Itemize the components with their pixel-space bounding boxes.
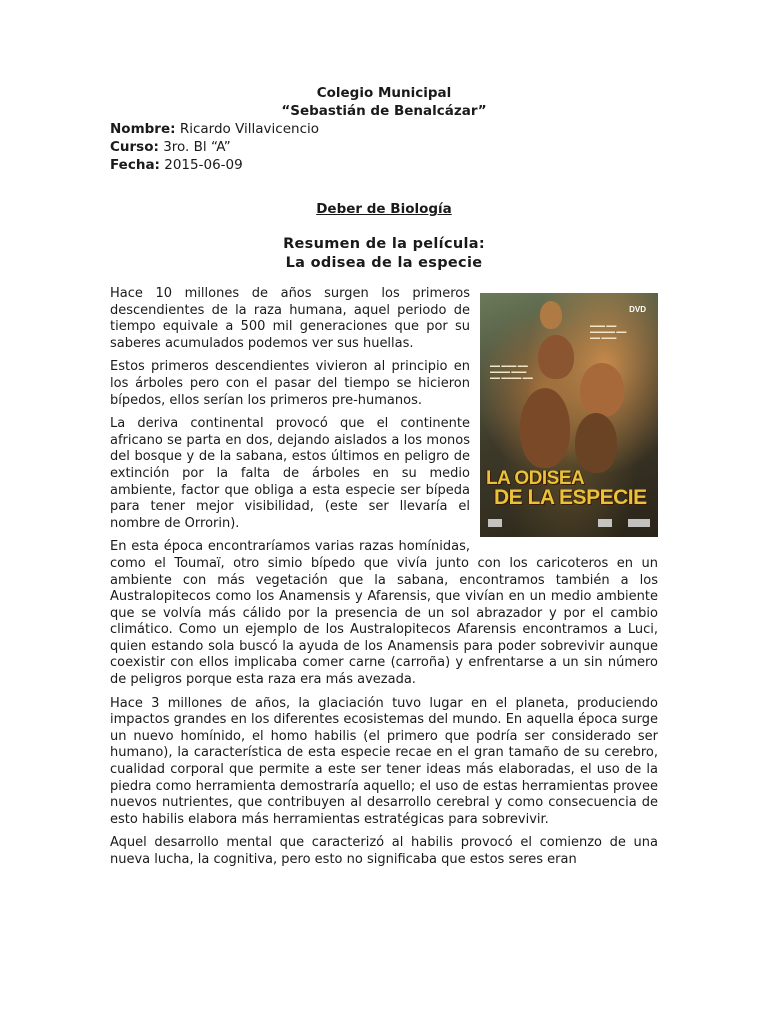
course-row bbox=[110, 138, 658, 156]
course-label: Curso: bbox=[110, 139, 159, 155]
paragraph: En esta época encontraríamos varias razas homínidas, como el Toumaï, otro simio bípedo que vivía junto con los caricoteros en un ambiente con más vegetación que la sabana, encontramos también a los Australopitecos como los Anamensis y Afarensis, que vivían en un medio ambiente que se volvía más cálido por la presencia de un sol abrazador y por el cambio climático. Como un ejemplo de los Australopitecos Afarensis encontramos a Luci, quien estando sola buscó la ayuda de los Anamensis para poder sobrevivir aunque coexistir con ellos implicaba comer carne (carroña) y enfrentarse a un sin número de peligros porque esta raza era más avezada. bbox=[110, 539, 658, 688]
document-body bbox=[110, 286, 658, 876]
cover-tagline: ▬▬ ▬▬▬ ▬▬ ▬▬▬▬ ▬▬▬ ▬▬ ▬▬▬▬ ▬▬ bbox=[490, 363, 533, 381]
document-header bbox=[110, 84, 658, 174]
paragraph: La deriva continental provocó que el continente africano se parta en dos, dejando aislados a los monos del bosque y de la sabana, estos últimos en peligro de extinción por la falta de árboles en su medio ambiente, factor que obliga a esta especie ser bípeda para tener mejor visibilidad, (este ser llevaría el nombre de Orrorin). bbox=[110, 416, 470, 531]
cover-title bbox=[486, 469, 652, 507]
paragraph: Hace 10 millones de años surgen los primeros descendientes de la raza humana, aquel periodo de tiempo equivale a 500 mil generaciones que por su saberes acumulados podemos ver sus huellas. bbox=[110, 286, 470, 351]
dvd-badge: DVD bbox=[629, 305, 646, 314]
course-value: 3ro. Bl “A” bbox=[163, 139, 231, 155]
school-subtitle: “Sebastián de Benalcázar” bbox=[281, 103, 487, 119]
student-name-row bbox=[110, 120, 658, 138]
date-value: 2015-06-09 bbox=[164, 157, 243, 173]
student-name-value: Ricardo Villavicencio bbox=[179, 121, 320, 137]
paragraph: Hace 3 millones de años, la glaciación tuvo lugar en el planeta, produciendo impactos grandes en los diferentes ecosistemas del mundo. En aquella época surge un nuevo homínido, el homo habilis (el primero que podría ser considerado ser humano), la característica de esta especie recae en el gran tamaño de su cerebro, cualidad corporal que permite a este ser tener ideas más elaboradas, el uso de la piedra como herramienta demostraría aquello; el uso de estas herramientas provee nuevos nutrientes, que contribuyen al desarrollo cerebral y como consecuencia de esto habilis elabora más herramientas estratégicas para sobrevivir. bbox=[110, 695, 658, 827]
hominid-figure bbox=[520, 388, 570, 468]
date-label: Fecha: bbox=[110, 157, 160, 173]
logo-mark bbox=[598, 519, 612, 527]
cover-credits: ▬▬▬ ▬▬ ▬▬▬▬▬ ▬▬ ▬▬ ▬▬▬ bbox=[590, 323, 627, 341]
logo-mark bbox=[628, 519, 650, 527]
cover-title-line1: LA ODISEA bbox=[486, 468, 585, 489]
date-row bbox=[110, 156, 658, 174]
student-name-label: Nombre: bbox=[110, 121, 176, 137]
assignment-subject: Deber de Biología bbox=[316, 201, 452, 217]
paragraph: Estos primeros descendientes vivieron al principio en los árboles pero con el pasar del tiempo se hicieron bípedos, ellos serían los primeros pre-humanos. bbox=[110, 359, 470, 408]
summary-title bbox=[110, 235, 658, 273]
summary-title-line2: La odisea de la especie bbox=[285, 255, 483, 271]
school-name: Colegio Municipal bbox=[316, 85, 452, 101]
hominid-figure bbox=[575, 413, 617, 473]
summary-title-line1: Resumen de la película: bbox=[283, 236, 485, 252]
logo-mark bbox=[488, 519, 502, 527]
hominid-figure bbox=[580, 363, 624, 417]
cover-logos bbox=[488, 519, 650, 529]
movie-cover-image bbox=[480, 293, 658, 537]
paragraph: Aquel desarrollo mental que caracterizó al habilis provocó el comienzo de una nueva lucha, la cognitiva, pero esto no significaba que estos seres eran bbox=[110, 835, 658, 867]
cover-title-line2: DE LA ESPECIE bbox=[494, 486, 647, 509]
hominid-figure bbox=[540, 301, 562, 329]
